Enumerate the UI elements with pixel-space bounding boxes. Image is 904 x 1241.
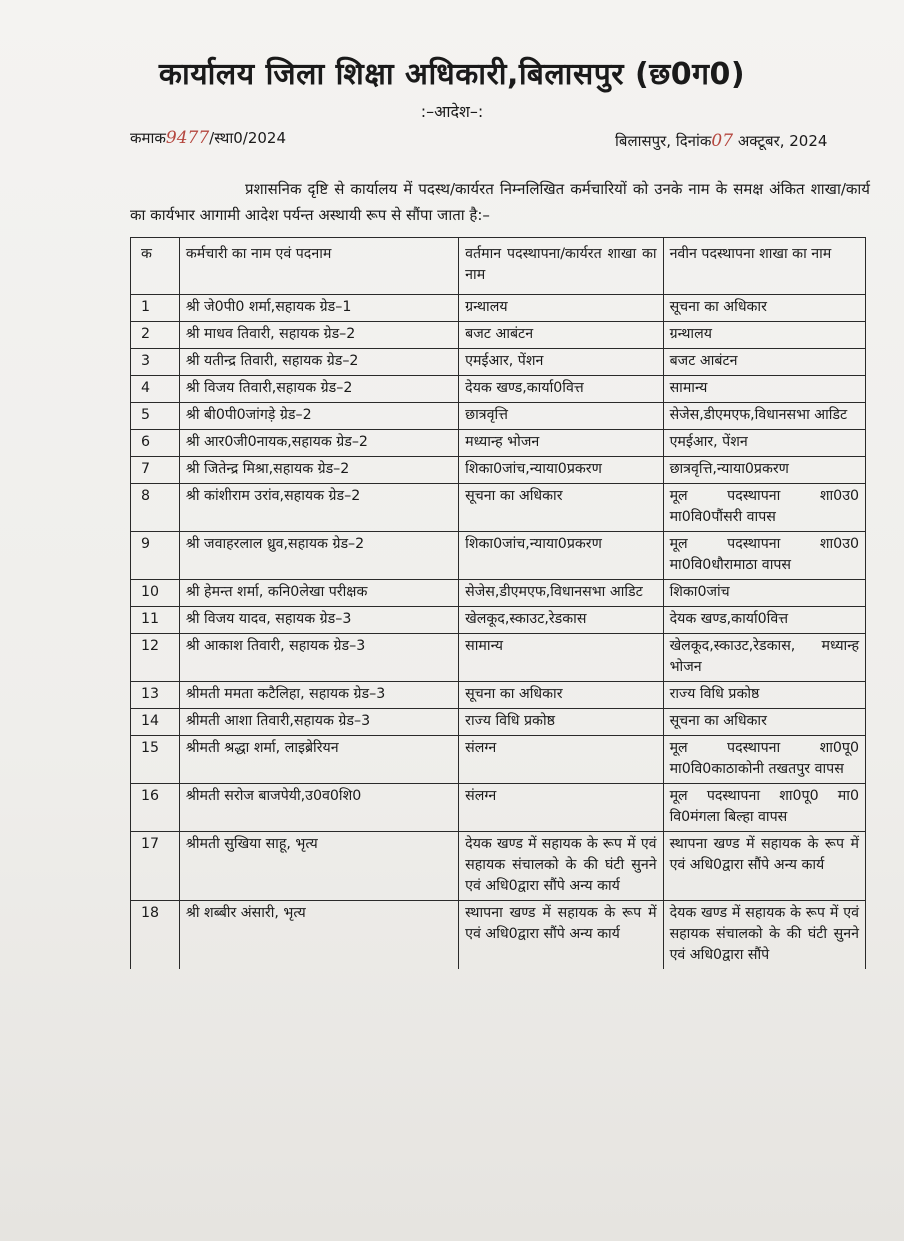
table-row [131,901,866,970]
new-branch-cell: बजट आबंटन [663,349,865,376]
table-row [131,634,866,682]
header-current-branch: वर्तमान पदस्थापना/कार्यरत शाखा का नाम [459,238,663,295]
current-branch-cell: संलग्न [459,784,663,832]
serial-cell: 5 [131,403,180,430]
table-row [131,457,866,484]
serial-cell: 17 [131,832,180,901]
current-branch-cell: सेजेस,डीएमएफ,विधानसभा आडिट [459,580,663,607]
employee-cell: श्री यतीन्द्र तिवारी, सहायक ग्रेड–2 [179,349,458,376]
table-row [131,580,866,607]
table-row [131,322,866,349]
employee-cell: श्री विजय यादव, सहायक ग्रेड–3 [179,607,458,634]
employee-cell: श्री शब्बीर अंसारी, भृत्य [179,901,458,970]
employee-cell: श्री जितेन्द्र मिश्रा,सहायक ग्रेड–2 [179,457,458,484]
new-branch-cell: स्थापना खण्ड में सहायक के रूप में एवं अधि0द्वारा सौंपे अन्य कार्य [663,832,865,901]
serial-cell: 11 [131,607,180,634]
new-branch-cell: सूचना का अधिकार [663,709,865,736]
new-branch-cell: देयक खण्ड,कार्या0वित्त [663,607,865,634]
employee-cell: श्री जवाहरलाल ध्रुव,सहायक ग्रेड–2 [179,532,458,580]
employee-cell: श्रीमती सुखिया साहू, भृत्य [179,832,458,901]
serial-cell: 13 [131,682,180,709]
serial-cell: 6 [131,430,180,457]
current-branch-cell: एमईआर, पेंशन [459,349,663,376]
current-branch-cell: सामान्य [459,634,663,682]
employee-cell: श्री जे0पी0 शर्मा,सहायक ग्रेड–1 [179,295,458,322]
header-employee: कर्मचारी का नाम एवं पदनाम [179,238,458,295]
serial-cell: 12 [131,634,180,682]
new-branch-cell: सेजेस,डीएमएफ,विधानसभा आडिट [663,403,865,430]
serial-cell: 15 [131,736,180,784]
serial-cell: 10 [131,580,180,607]
assignment-table [130,237,866,969]
serial-cell: 9 [131,532,180,580]
serial-cell: 2 [131,322,180,349]
employee-cell: श्रीमती श्रद्धा शर्मा, लाइब्रेरियन [179,736,458,784]
table-row [131,736,866,784]
serial-cell: 14 [131,709,180,736]
date-prefix: बिलासपुर, दिनांक [615,132,712,150]
current-branch-cell: देयक खण्ड,कार्या0वित्त [459,376,663,403]
serial-cell: 18 [131,901,180,970]
new-branch-cell: मूल पदस्थापना शा0पू0 मा0वि0काठाकोनी तखतपुर वापस [663,736,865,784]
current-branch-cell: शिका0जांच,न्याया0प्रकरण [459,532,663,580]
new-branch-cell: मूल पदस्थापना शा0उ0 मा0वि0धौरामाठा वापस [663,532,865,580]
serial-cell: 1 [131,295,180,322]
handwritten-order-number: 9477 [165,128,210,148]
serial-cell: 16 [131,784,180,832]
table-header-row [131,238,866,295]
current-branch-cell: ग्रन्थालय [459,295,663,322]
employee-cell: श्री माधव तिवारी, सहायक ग्रेड–2 [179,322,458,349]
new-branch-cell: खेलकूद,स्काउट,रेडकास, मध्यान्ह भोजन [663,634,865,682]
date-suffix: अक्टूबर, 2024 [733,132,828,150]
order-heading: :–आदेश–: [420,102,484,121]
employee-cell: श्रीमती ममता कटैलिहा, सहायक ग्रेड–3 [179,682,458,709]
new-branch-cell: मूल पदस्थापना शा0पू0 मा0 वि0मंगला बिल्हा वापस [663,784,865,832]
table-row [131,403,866,430]
serial-cell: 3 [131,349,180,376]
new-branch-cell: एमईआर, पेंशन [663,430,865,457]
intro-paragraph [130,176,870,228]
new-branch-cell: मूल पदस्थापना शा0उ0 मा0वि0पौंसरी वापस [663,484,865,532]
current-branch-cell: संलग्न [459,736,663,784]
current-branch-cell: शिका0जांच,न्याया0प्रकरण [459,457,663,484]
current-branch-cell: सूचना का अधिकार [459,682,663,709]
current-branch-cell: मध्यान्ह भोजन [459,430,663,457]
new-branch-cell: सामान्य [663,376,865,403]
employee-cell: श्री कांशीराम उरांव,सहायक ग्रेड–2 [179,484,458,532]
current-branch-cell: राज्य विधि प्रकोष्ठ [459,709,663,736]
table-row [131,430,866,457]
serial-cell: 4 [131,376,180,403]
table-row [131,784,866,832]
new-branch-cell: देयक खण्ड में सहायक के रूप में एवं सहायक संचालको के की घंटी सुनने एवं अधि0द्वारा सौंपे [663,901,865,970]
new-branch-cell: छात्रवृत्ति,न्याया0प्रकरण [663,457,865,484]
table-row [131,484,866,532]
handwritten-date-day: 07 [711,131,734,151]
header-serial: क [131,238,180,295]
table-row [131,607,866,634]
new-branch-cell: शिका0जांच [663,580,865,607]
current-branch-cell: बजट आबंटन [459,322,663,349]
intro-text: प्रशासनिक दृष्टि से कार्यालय में पदस्थ/कार्यरत निम्नलिखित कर्मचारियों को उनके नाम के समक्ष अंकित शाखा/कार्य का कार्यभार आगामी आदेश पर्यन्त अस्थायी रूप से सौंपा जाता है:– [130,180,870,224]
office-title: कार्यालय जिला शिक्षा अधिकारी,बिलासपुर (छ0ग0) [158,57,746,92]
header-new-branch: नवीन पदस्थापना शाखा का नाम [663,238,865,295]
employee-cell: श्री हेमन्त शर्मा, कनि0लेखा परीक्षक [179,580,458,607]
serial-cell: 7 [131,457,180,484]
table-row [131,832,866,901]
order-prefix: कमाक [130,129,166,147]
employee-cell: श्रीमती आशा तिवारी,सहायक ग्रेड–3 [179,709,458,736]
serial-cell: 8 [131,484,180,532]
current-branch-cell: सूचना का अधिकार [459,484,663,532]
table-row [131,532,866,580]
table-row [131,295,866,322]
employee-cell: श्री आर0जी0नायक,सहायक ग्रेड–2 [179,430,458,457]
employee-cell: श्री विजय तिवारी,सहायक ग्रेड–2 [179,376,458,403]
date-line [615,131,827,151]
order-suffix: /स्था0/2024 [209,129,287,147]
table-row [131,349,866,376]
current-branch-cell: स्थापना खण्ड में सहायक के रूप में एवं अधि0द्वारा सौंपे अन्य कार्य [459,901,663,970]
current-branch-cell: छात्रवृत्ति [459,403,663,430]
table-row [131,682,866,709]
new-branch-cell: ग्रन्थालय [663,322,865,349]
table-row [131,709,866,736]
current-branch-cell: खेलकूद,स्काउट,रेडकास [459,607,663,634]
employee-cell: श्रीमती सरोज बाजपेयी,उ0व0शि0 [179,784,458,832]
employee-cell: श्री आकाश तिवारी, सहायक ग्रेड–3 [179,634,458,682]
new-branch-cell: सूचना का अधिकार [663,295,865,322]
order-number-line [130,128,286,148]
new-branch-cell: राज्य विधि प्रकोष्ठ [663,682,865,709]
employee-cell: श्री बी0पी0जांगड़े ग्रेड–2 [179,403,458,430]
current-branch-cell: देयक खण्ड में सहायक के रूप में एवं सहायक संचालको के की घंटी सुनने एवं अधि0द्वारा सौंपे अन्य कार्य [459,832,663,901]
table-row [131,376,866,403]
